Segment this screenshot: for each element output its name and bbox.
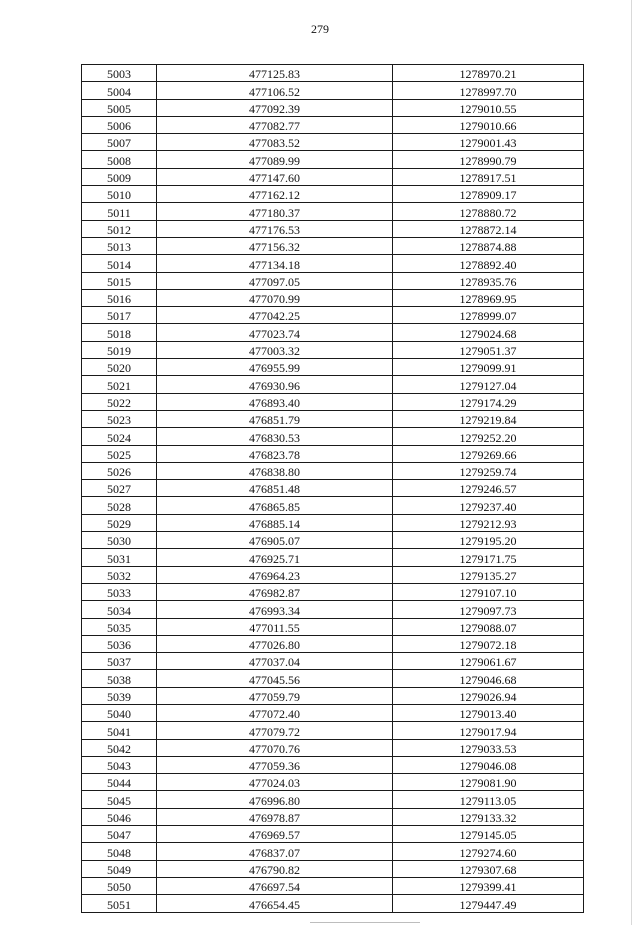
- y-coordinate-cell: 1278874.88: [393, 237, 584, 254]
- point-id-cell: 5003: [82, 65, 157, 82]
- table-row: [82, 324, 584, 341]
- point-id-cell: 5048: [82, 843, 157, 860]
- table-row: [82, 82, 584, 99]
- x-coordinate-cell: 477082.77: [157, 116, 393, 133]
- x-coordinate-cell: 477083.52: [157, 134, 393, 151]
- point-id-cell: 5049: [82, 860, 157, 877]
- y-coordinate-cell: 1279010.66: [393, 116, 584, 133]
- x-coordinate-cell: 476978.87: [157, 808, 393, 825]
- point-id-cell: 5029: [82, 514, 157, 531]
- x-coordinate-cell: 477134.18: [157, 255, 393, 272]
- y-coordinate-cell: 1279399.41: [393, 877, 584, 894]
- x-coordinate-cell: 476982.87: [157, 583, 393, 600]
- table-row: [82, 134, 584, 151]
- y-coordinate-cell: 1279024.68: [393, 324, 584, 341]
- x-coordinate-cell: 477147.60: [157, 168, 393, 185]
- y-coordinate-cell: 1279113.05: [393, 791, 584, 808]
- table-row: [82, 877, 584, 894]
- table-row: [82, 410, 584, 427]
- x-coordinate-cell: 476838.80: [157, 462, 393, 479]
- x-coordinate-cell: 477042.25: [157, 307, 393, 324]
- point-id-cell: 5009: [82, 168, 157, 185]
- table-row: [82, 151, 584, 168]
- y-coordinate-cell: 1279145.05: [393, 826, 584, 843]
- table-row: [82, 307, 584, 324]
- x-coordinate-cell: 476969.57: [157, 826, 393, 843]
- y-coordinate-cell: 1278970.21: [393, 65, 584, 82]
- x-coordinate-cell: 477023.74: [157, 324, 393, 341]
- table-row: [82, 549, 584, 566]
- point-id-cell: 5031: [82, 549, 157, 566]
- y-coordinate-cell: 1279259.74: [393, 462, 584, 479]
- point-id-cell: 5036: [82, 635, 157, 652]
- table-row: [82, 220, 584, 237]
- x-coordinate-cell: 476697.54: [157, 877, 393, 894]
- point-id-cell: 5015: [82, 272, 157, 289]
- point-id-cell: 5040: [82, 704, 157, 721]
- table-row: [82, 601, 584, 618]
- y-coordinate-cell: 1278969.95: [393, 289, 584, 306]
- table-row: [82, 826, 584, 843]
- point-id-cell: 5047: [82, 826, 157, 843]
- table-row: [82, 255, 584, 272]
- y-coordinate-cell: 1278997.70: [393, 82, 584, 99]
- table-row: [82, 739, 584, 756]
- y-coordinate-cell: 1279212.93: [393, 514, 584, 531]
- x-coordinate-cell: 476837.07: [157, 843, 393, 860]
- table-row: [82, 895, 584, 912]
- y-coordinate-cell: 1279072.18: [393, 635, 584, 652]
- table-row: [82, 341, 584, 358]
- table-row: [82, 514, 584, 531]
- point-id-cell: 5046: [82, 808, 157, 825]
- point-id-cell: 5008: [82, 151, 157, 168]
- point-id-cell: 5032: [82, 566, 157, 583]
- table-row: [82, 583, 584, 600]
- x-coordinate-cell: 477125.83: [157, 65, 393, 82]
- point-id-cell: 5020: [82, 359, 157, 376]
- table-row: [82, 65, 584, 82]
- scan-bottom-mark: [310, 922, 420, 923]
- point-id-cell: 5014: [82, 255, 157, 272]
- point-id-cell: 5019: [82, 341, 157, 358]
- x-coordinate-cell: 476865.85: [157, 497, 393, 514]
- y-coordinate-cell: 1279447.49: [393, 895, 584, 912]
- table-row: [82, 860, 584, 877]
- table-row: [82, 653, 584, 670]
- x-coordinate-cell: 476851.79: [157, 410, 393, 427]
- x-coordinate-cell: 477011.55: [157, 618, 393, 635]
- x-coordinate-cell: 476830.53: [157, 428, 393, 445]
- table-row: [82, 808, 584, 825]
- y-coordinate-cell: 1279133.32: [393, 808, 584, 825]
- table-row: [82, 203, 584, 220]
- x-coordinate-cell: 477162.12: [157, 186, 393, 203]
- y-coordinate-cell: 1279099.91: [393, 359, 584, 376]
- x-coordinate-cell: 477156.32: [157, 237, 393, 254]
- table-row: [82, 670, 584, 687]
- y-coordinate-cell: 1278892.40: [393, 255, 584, 272]
- coordinates-table: [81, 64, 584, 913]
- point-id-cell: 5006: [82, 116, 157, 133]
- table-row: [82, 272, 584, 289]
- y-coordinate-cell: 1279081.90: [393, 774, 584, 791]
- point-id-cell: 5050: [82, 877, 157, 894]
- y-coordinate-cell: 1279219.84: [393, 410, 584, 427]
- coordinates-table-container: [81, 64, 584, 913]
- x-coordinate-cell: 476996.80: [157, 791, 393, 808]
- y-coordinate-cell: 1279088.07: [393, 618, 584, 635]
- table-row: [82, 532, 584, 549]
- y-coordinate-cell: 1279013.40: [393, 704, 584, 721]
- x-coordinate-cell: 477079.72: [157, 722, 393, 739]
- y-coordinate-cell: 1279171.75: [393, 549, 584, 566]
- point-id-cell: 5038: [82, 670, 157, 687]
- point-id-cell: 5022: [82, 393, 157, 410]
- y-coordinate-cell: 1279127.04: [393, 376, 584, 393]
- point-id-cell: 5017: [82, 307, 157, 324]
- table-row: [82, 618, 584, 635]
- y-coordinate-cell: 1279195.20: [393, 532, 584, 549]
- x-coordinate-cell: 476851.48: [157, 480, 393, 497]
- point-id-cell: 5051: [82, 895, 157, 912]
- x-coordinate-cell: 477180.37: [157, 203, 393, 220]
- y-coordinate-cell: 1279107.10: [393, 583, 584, 600]
- x-coordinate-cell: 477176.53: [157, 220, 393, 237]
- x-coordinate-cell: 477045.56: [157, 670, 393, 687]
- point-id-cell: 5035: [82, 618, 157, 635]
- x-coordinate-cell: 476964.23: [157, 566, 393, 583]
- y-coordinate-cell: 1279307.68: [393, 860, 584, 877]
- point-id-cell: 5037: [82, 653, 157, 670]
- point-id-cell: 5026: [82, 462, 157, 479]
- point-id-cell: 5044: [82, 774, 157, 791]
- table-row: [82, 843, 584, 860]
- y-coordinate-cell: 1279010.55: [393, 99, 584, 116]
- point-id-cell: 5018: [82, 324, 157, 341]
- y-coordinate-cell: 1278999.07: [393, 307, 584, 324]
- y-coordinate-cell: 1279051.37: [393, 341, 584, 358]
- y-coordinate-cell: 1279017.94: [393, 722, 584, 739]
- x-coordinate-cell: 476790.82: [157, 860, 393, 877]
- point-id-cell: 5042: [82, 739, 157, 756]
- y-coordinate-cell: 1279174.29: [393, 393, 584, 410]
- y-coordinate-cell: 1279001.43: [393, 134, 584, 151]
- table-row: [82, 462, 584, 479]
- table-row: [82, 116, 584, 133]
- y-coordinate-cell: 1279252.20: [393, 428, 584, 445]
- table-row: [82, 687, 584, 704]
- table-row: [82, 168, 584, 185]
- x-coordinate-cell: 476905.07: [157, 532, 393, 549]
- y-coordinate-cell: 1279097.73: [393, 601, 584, 618]
- table-row: [82, 774, 584, 791]
- point-id-cell: 5043: [82, 756, 157, 773]
- y-coordinate-cell: 1279026.94: [393, 687, 584, 704]
- table-row: [82, 445, 584, 462]
- point-id-cell: 5007: [82, 134, 157, 151]
- table-row: [82, 289, 584, 306]
- y-coordinate-cell: 1279046.68: [393, 670, 584, 687]
- x-coordinate-cell: 477070.99: [157, 289, 393, 306]
- point-id-cell: 5027: [82, 480, 157, 497]
- point-id-cell: 5016: [82, 289, 157, 306]
- y-coordinate-cell: 1278990.79: [393, 151, 584, 168]
- table-row: [82, 635, 584, 652]
- point-id-cell: 5024: [82, 428, 157, 445]
- table-row: [82, 704, 584, 721]
- y-coordinate-cell: 1279246.57: [393, 480, 584, 497]
- x-coordinate-cell: 477092.39: [157, 99, 393, 116]
- table-row: [82, 376, 584, 393]
- table-row: [82, 359, 584, 376]
- x-coordinate-cell: 476823.78: [157, 445, 393, 462]
- x-coordinate-cell: 476955.99: [157, 359, 393, 376]
- point-id-cell: 5010: [82, 186, 157, 203]
- point-id-cell: 5012: [82, 220, 157, 237]
- table-row: [82, 756, 584, 773]
- x-coordinate-cell: 476893.40: [157, 393, 393, 410]
- x-coordinate-cell: 477059.79: [157, 687, 393, 704]
- y-coordinate-cell: 1279033.53: [393, 739, 584, 756]
- x-coordinate-cell: 477106.52: [157, 82, 393, 99]
- x-coordinate-cell: 477097.05: [157, 272, 393, 289]
- x-coordinate-cell: 477089.99: [157, 151, 393, 168]
- point-id-cell: 5039: [82, 687, 157, 704]
- table-body: [82, 65, 584, 913]
- y-coordinate-cell: 1279274.60: [393, 843, 584, 860]
- point-id-cell: 5033: [82, 583, 157, 600]
- point-id-cell: 5004: [82, 82, 157, 99]
- y-coordinate-cell: 1278917.51: [393, 168, 584, 185]
- point-id-cell: 5028: [82, 497, 157, 514]
- x-coordinate-cell: 476925.71: [157, 549, 393, 566]
- point-id-cell: 5034: [82, 601, 157, 618]
- point-id-cell: 5025: [82, 445, 157, 462]
- point-id-cell: 5005: [82, 99, 157, 116]
- y-coordinate-cell: 1279237.40: [393, 497, 584, 514]
- table-row: [82, 99, 584, 116]
- x-coordinate-cell: 476993.34: [157, 601, 393, 618]
- point-id-cell: 5013: [82, 237, 157, 254]
- y-coordinate-cell: 1279061.67: [393, 653, 584, 670]
- point-id-cell: 5011: [82, 203, 157, 220]
- y-coordinate-cell: 1278872.14: [393, 220, 584, 237]
- table-row: [82, 237, 584, 254]
- table-row: [82, 480, 584, 497]
- x-coordinate-cell: 477059.36: [157, 756, 393, 773]
- x-coordinate-cell: 477072.40: [157, 704, 393, 721]
- y-coordinate-cell: 1278909.17: [393, 186, 584, 203]
- x-coordinate-cell: 477026.80: [157, 635, 393, 652]
- point-id-cell: 5045: [82, 791, 157, 808]
- table-row: [82, 428, 584, 445]
- point-id-cell: 5023: [82, 410, 157, 427]
- y-coordinate-cell: 1278935.76: [393, 272, 584, 289]
- point-id-cell: 5041: [82, 722, 157, 739]
- y-coordinate-cell: 1279135.27: [393, 566, 584, 583]
- point-id-cell: 5021: [82, 376, 157, 393]
- page-number: 279: [311, 22, 329, 36]
- table-row: [82, 722, 584, 739]
- table-row: [82, 566, 584, 583]
- x-coordinate-cell: 476885.14: [157, 514, 393, 531]
- point-id-cell: 5030: [82, 532, 157, 549]
- x-coordinate-cell: 476930.96: [157, 376, 393, 393]
- x-coordinate-cell: 477070.76: [157, 739, 393, 756]
- table-row: [82, 497, 584, 514]
- x-coordinate-cell: 477024.03: [157, 774, 393, 791]
- table-row: [82, 393, 584, 410]
- y-coordinate-cell: 1278880.72: [393, 203, 584, 220]
- scan-edge-line: [631, 0, 632, 925]
- x-coordinate-cell: 476654.45: [157, 895, 393, 912]
- x-coordinate-cell: 477003.32: [157, 341, 393, 358]
- y-coordinate-cell: 1279046.08: [393, 756, 584, 773]
- table-row: [82, 186, 584, 203]
- table-row: [82, 791, 584, 808]
- y-coordinate-cell: 1279269.66: [393, 445, 584, 462]
- x-coordinate-cell: 477037.04: [157, 653, 393, 670]
